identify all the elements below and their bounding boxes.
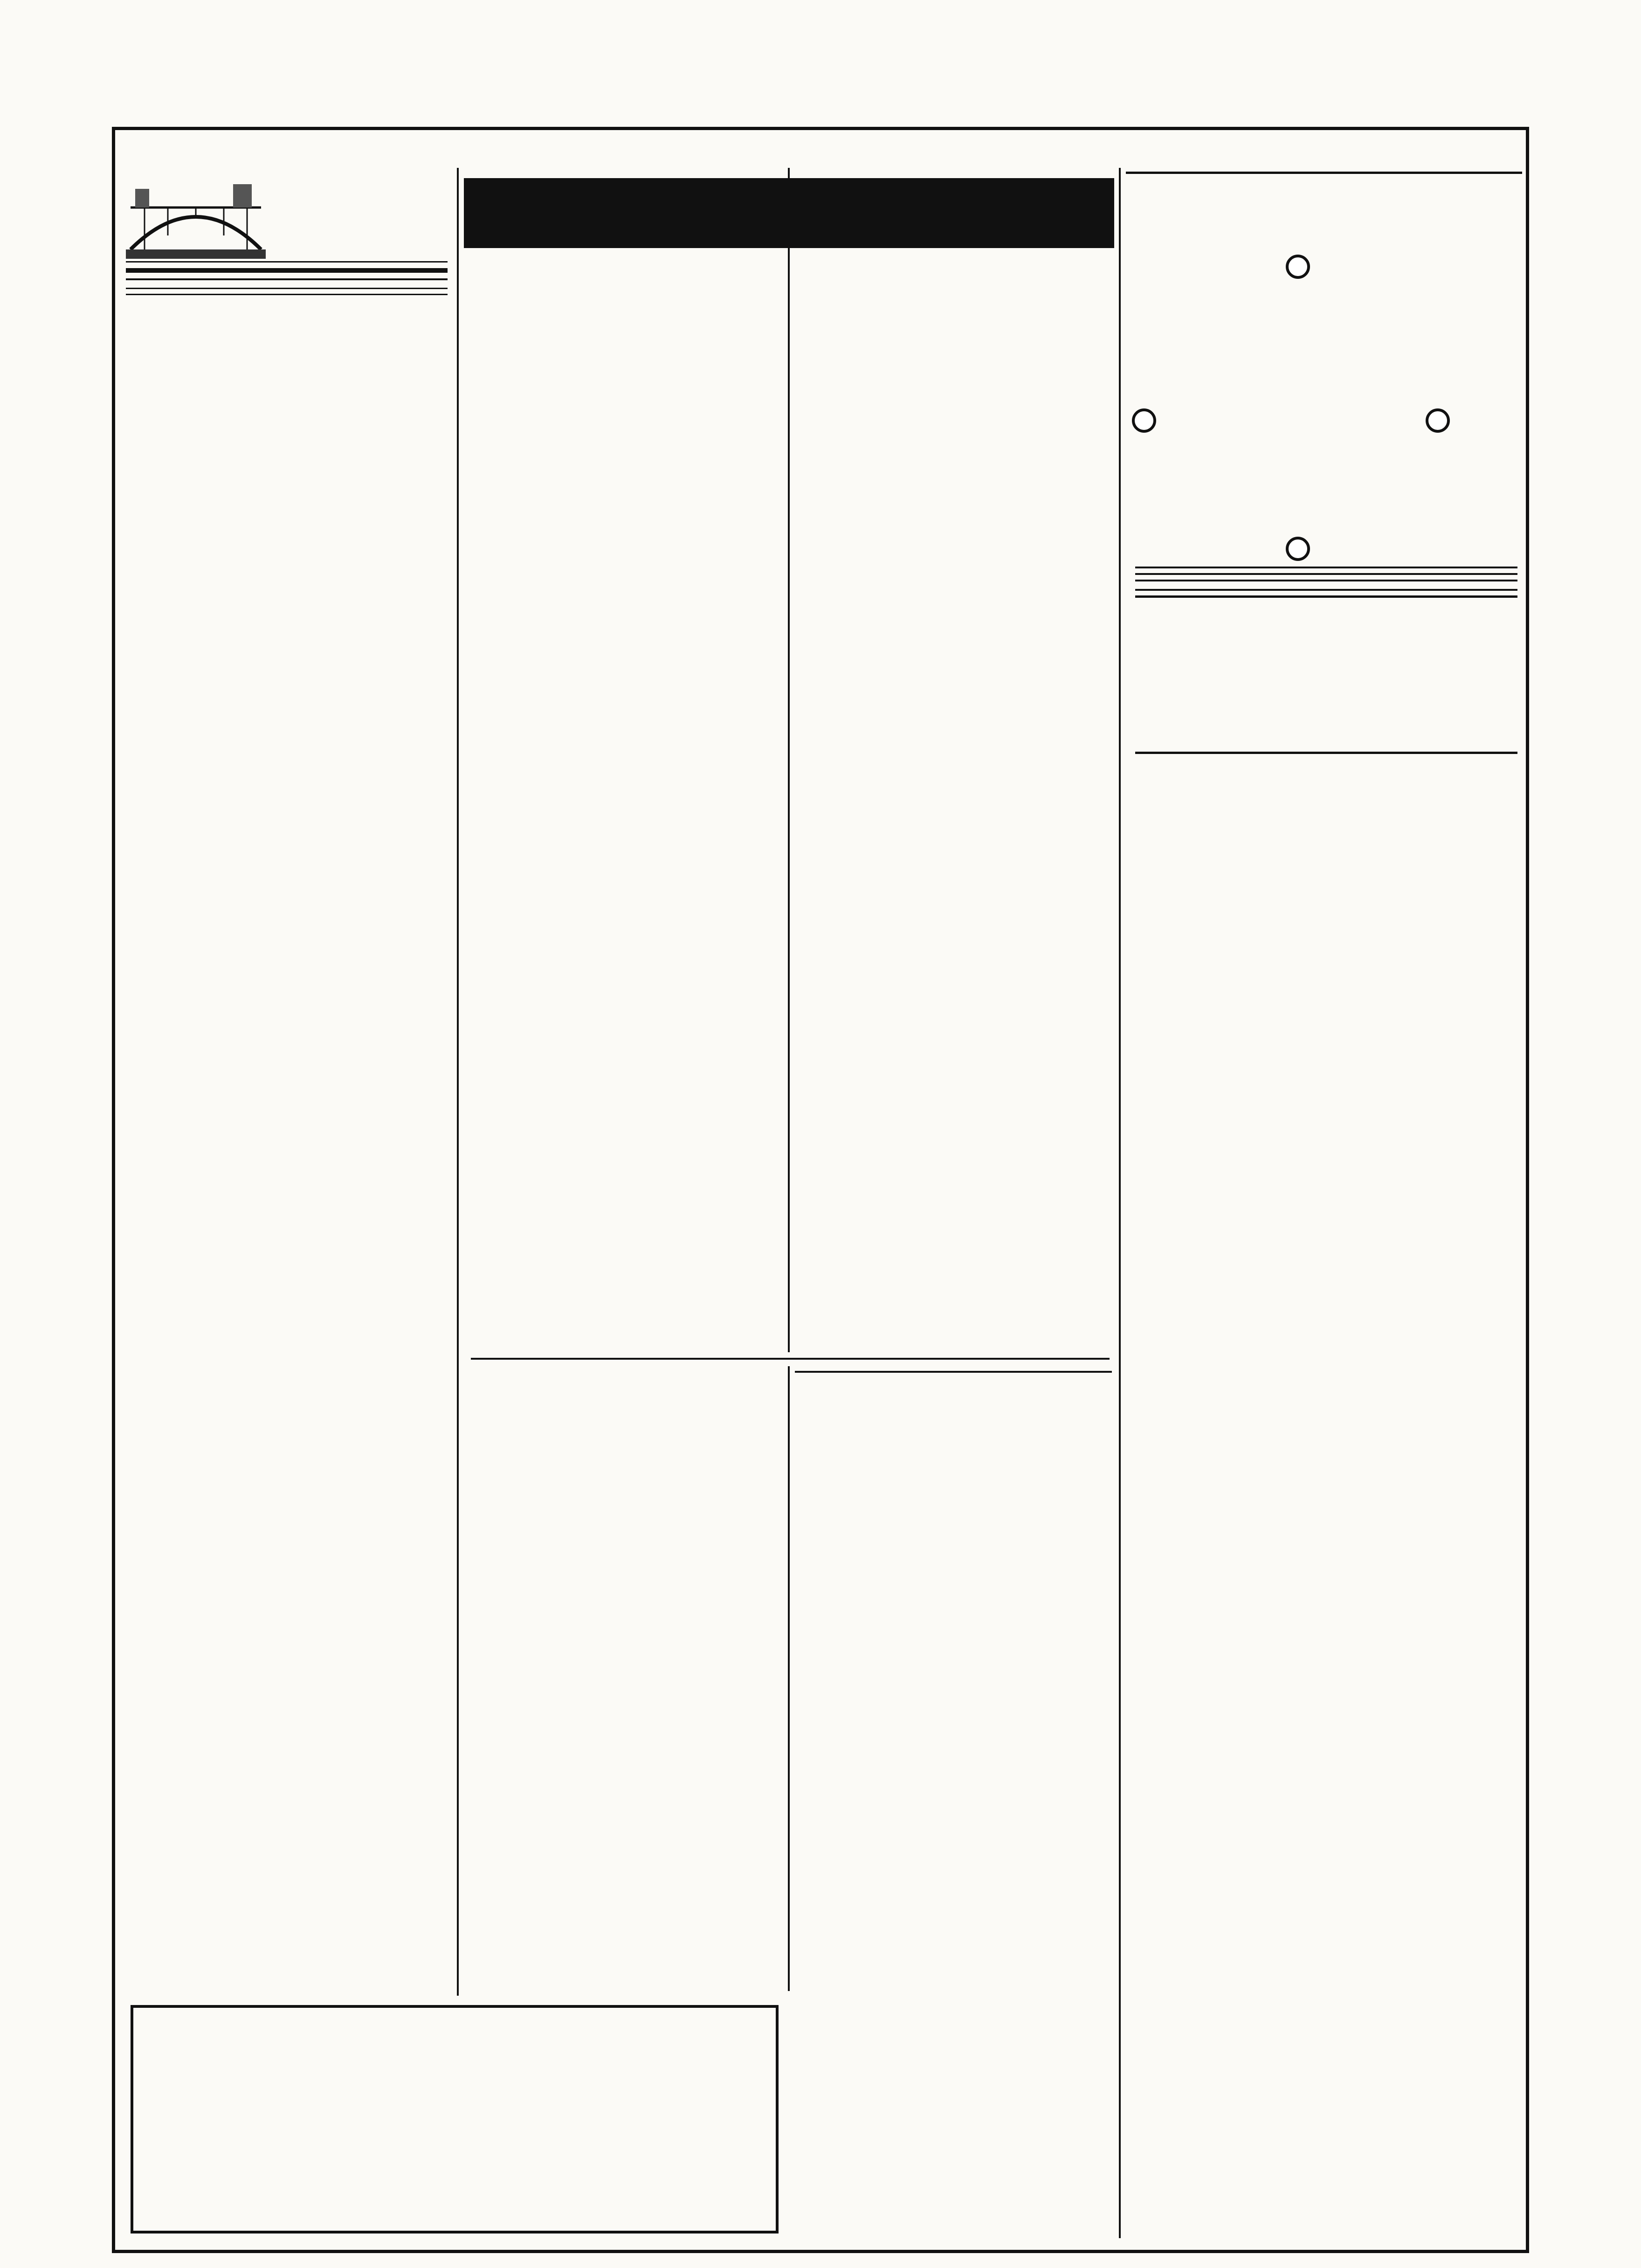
o-porto-logo <box>126 177 448 263</box>
column-rule <box>1119 168 1121 2238</box>
ad-caviar <box>1135 595 1517 754</box>
bridge-illustration-icon <box>126 180 266 259</box>
pequenas-title <box>126 278 448 283</box>
grid-marker-icon <box>1286 255 1310 279</box>
palavras-title <box>1126 168 1522 174</box>
column-porto <box>126 177 448 1996</box>
grid-marker-icon <box>1132 408 1156 433</box>
column-rule <box>788 168 790 1352</box>
caviar-text <box>1326 598 1517 752</box>
column-rule <box>788 1366 790 1991</box>
correa-title <box>1135 580 1517 584</box>
grid-marker-icon <box>1426 408 1450 433</box>
electrif-title <box>126 294 448 295</box>
column-rule <box>457 168 459 1996</box>
section-rule <box>471 1358 1110 1360</box>
beja-title <box>1135 589 1517 591</box>
teatros-banner <box>464 178 1114 248</box>
caviar-brand <box>1136 589 1325 615</box>
column-pausa <box>795 1366 1112 2238</box>
column-teatros <box>464 254 781 1355</box>
column-padaria <box>464 1366 781 1991</box>
ad-passagem-modelos <box>131 2005 779 2233</box>
sufragios-title <box>1135 573 1517 575</box>
column-right-text <box>1135 562 1517 2240</box>
column-cartaz <box>795 254 1112 1355</box>
publicacoes-title <box>795 1371 1112 1376</box>
tempo-title <box>126 268 448 273</box>
curso-title <box>126 288 448 289</box>
grid-marker-icon <box>1286 537 1310 561</box>
vida-title <box>1135 567 1517 568</box>
